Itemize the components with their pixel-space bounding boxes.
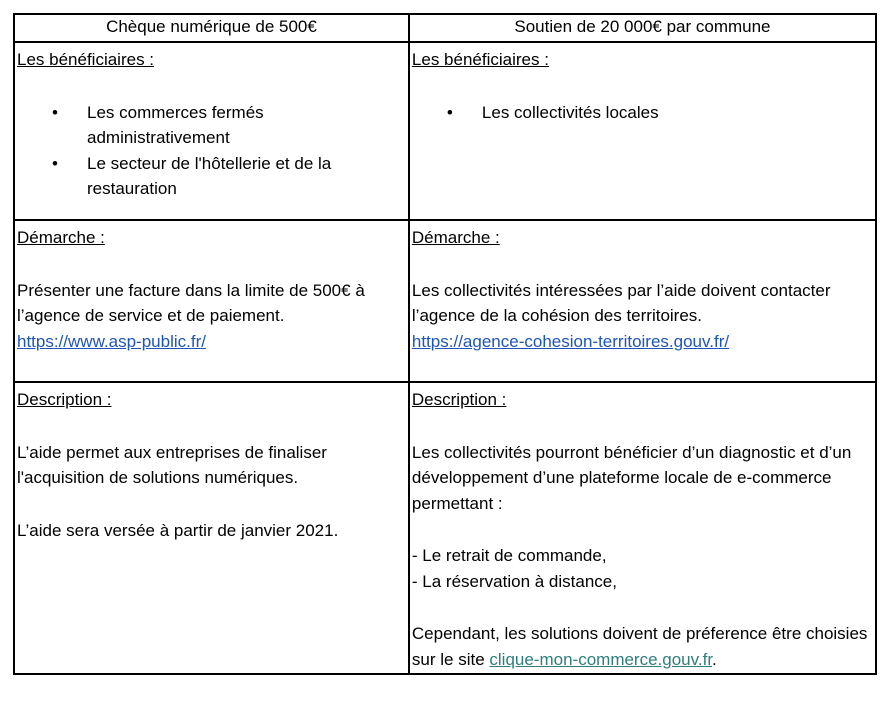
description-right-para2 <box>412 621 873 672</box>
demarche-label: Démarche : <box>17 228 105 247</box>
clique-mon-commerce-link[interactable]: clique-mon-commerce.gouv.fr <box>489 649 713 669</box>
list-item <box>17 151 406 202</box>
bullet-icon: • <box>52 102 58 122</box>
beneficiaires-label: Les bénéficiaires : <box>411 50 549 69</box>
description-right-para2-end: . <box>712 649 717 669</box>
description-row <box>14 382 876 674</box>
agence-cohesion-link[interactable]: https://agence-cohesion-territoires.gouv.fr/ <box>411 331 730 351</box>
beneficiaires-right-cell <box>409 42 876 220</box>
bullet-icon: • <box>52 153 58 173</box>
demarche-left-text: Présenter une facture dans la limite de 500€ à l’agence de service et de paiement. <box>17 280 365 325</box>
beneficiaire-text: Les commerces fermés administrativement <box>87 102 264 147</box>
description-dash-item: - Le retrait de commande, <box>411 546 607 565</box>
list-item <box>17 100 406 151</box>
beneficiaire-text: Le secteur de l'hôtellerie et de la restauration <box>87 153 332 198</box>
description-label: Description : <box>17 390 112 409</box>
asp-public-link[interactable]: https://www.asp-public.fr/ <box>17 331 206 351</box>
description-right-para2-text: Cependant, les solutions doivent de préference être choisies sur le site <box>411 624 868 669</box>
beneficiaires-left-cell <box>14 42 409 220</box>
description-right-para1: Les collectivités pourront bénéficier d’un diagnostic et d’un développement d’une plateforme locale de e-commerce permettant : <box>411 442 852 513</box>
description-left-para1: L’aide permet aux entreprises de finaliser l'acquisition de solutions numériques. <box>17 442 327 487</box>
description-left-para2: L’aide sera versée à partir de janvier 2021. <box>17 520 339 540</box>
beneficiaires-row <box>14 42 876 220</box>
demarche-right-text: Les collectivités intéressées par l’aide doivent contacter l’agence de la cohésion des territoires. <box>411 280 831 325</box>
description-label: Description : <box>411 390 507 409</box>
description-right-cell <box>409 382 876 674</box>
header-cheque-numerique: Chèque numérique de 500€ <box>14 14 409 42</box>
header-row <box>14 14 876 42</box>
beneficiaires-right-list <box>412 100 873 126</box>
beneficiaire-text: Les collectivités locales <box>481 102 659 122</box>
beneficiaires-left-list <box>17 100 406 202</box>
beneficiaires-label: Les bénéficiaires : <box>17 50 155 69</box>
demarche-label: Démarche : <box>411 228 500 247</box>
comparison-table <box>13 13 877 675</box>
demarche-left-cell <box>14 220 409 382</box>
demarche-right-cell <box>409 220 876 382</box>
header-soutien-commune: Soutien de 20 000€ par commune <box>409 14 876 42</box>
description-dash-item: - La réservation à distance, <box>411 571 617 591</box>
list-item <box>412 100 873 126</box>
bullet-icon: • <box>446 102 453 122</box>
demarche-row <box>14 220 876 382</box>
description-left-cell <box>14 382 409 674</box>
